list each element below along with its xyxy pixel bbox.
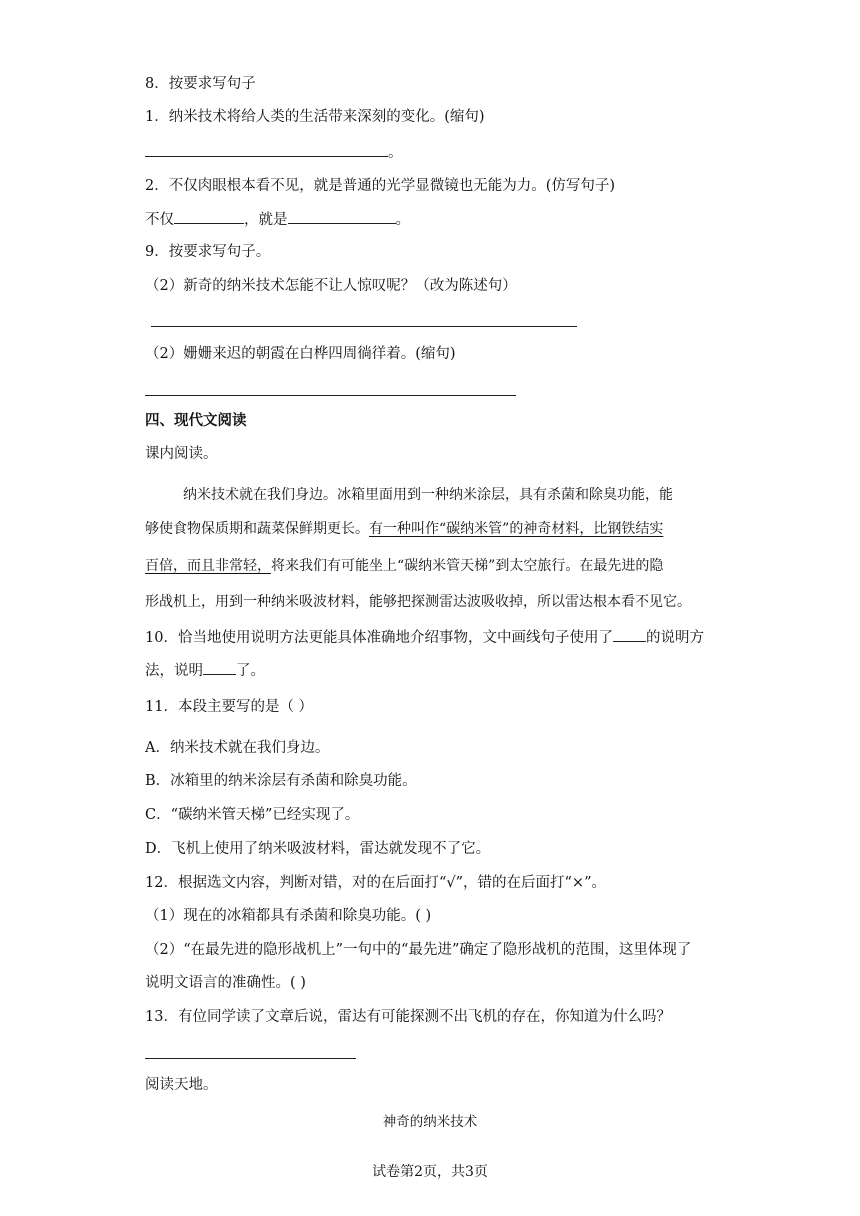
section4-title: 四、现代文阅读 xyxy=(145,412,247,429)
q11-option-a[interactable]: A．纳米技术就在我们身边。 xyxy=(145,740,330,756)
reading-title: 神奇的纳米技术 xyxy=(382,1114,478,1130)
section4-sub: 课内阅读。 xyxy=(145,446,218,462)
q9-title: 9．按要求写句子。 xyxy=(145,244,271,260)
q8-title: 8．按要求写句子 xyxy=(145,76,256,92)
reading-sub: 阅读天地。 xyxy=(145,1077,218,1093)
passage-line-2: 够使食物保质期和蔬菜保鲜期更长。有一种叫作“碳纳米管”的神奇材料，比钢铁结实 xyxy=(145,521,664,537)
q11-option-b[interactable]: B．冰箱里的纳米涂层有杀菌和除臭功能。 xyxy=(145,773,417,789)
q12-item1: （1）现在的冰箱都具有杀菌和除臭功能。( ) xyxy=(145,908,432,924)
q11-title: 11．本段主要写的是（ ） xyxy=(145,699,314,715)
q12-item2-line1: （2）“在最先进的隐形战机上”一句中的“最先进”确定了隐形战机的范围，这里体现了 xyxy=(145,942,692,958)
blank-2[interactable] xyxy=(288,209,396,224)
q8-item2: 2．不仅肉眼根本看不见，就是普通的光学显微镜也无能为力。(仿写句子) xyxy=(145,178,616,194)
q10-blank-1[interactable] xyxy=(613,627,646,642)
passage-line-1: 纳米技术就在我们身边。冰箱里面用到一种纳米涂层，具有杀菌和除臭功能，能 xyxy=(183,487,673,503)
q9-item2-answer-line[interactable] xyxy=(145,395,516,396)
q10-line-1: 10．恰当地使用说明方法更能具体准确地介绍事物，文中画线句子使用了 的说明方 xyxy=(145,627,704,648)
q9-item1-answer-line[interactable] xyxy=(151,326,577,327)
q13-answer-line[interactable] xyxy=(145,1058,356,1059)
q12-item2-line2: 说明文语言的准确性。( ) xyxy=(145,975,306,991)
q8-item2-answer[interactable]: 不仅 ，就是 。 xyxy=(145,209,410,230)
page-footer: 试卷第2页，共3页 xyxy=(372,1164,488,1180)
q11-option-d[interactable]: D．飞机上使用了纳米吸波材料，雷达就发现不了它。 xyxy=(145,841,491,857)
passage-line-4: 形战机上，用到一种纳米吸波材料，能够把探测雷达波吸收掉，所以雷达根本看不见它。 xyxy=(145,594,691,610)
q10-blank-2[interactable] xyxy=(203,660,236,675)
q12-title: 12．根据选文内容，判断对错，对的在后面打“√”，错的在后面打“×”。 xyxy=(145,875,606,891)
underlined-sentence-cont: 百倍，而且非常轻， xyxy=(145,558,271,574)
q9-item1: （2）新奇的纳米技术怎能不让人惊叹呢？（改为陈述句） xyxy=(145,278,517,294)
q10-line-2: 法，说明 了。 xyxy=(145,660,265,681)
q9-item2: （2）姗姗来迟的朝霞在白桦四周徜徉着。(缩句) xyxy=(145,346,456,362)
blank-1[interactable] xyxy=(174,209,244,224)
q8-item1: 1．纳米技术将给人类的生活带来深刻的变化。(缩句) xyxy=(145,109,485,125)
underlined-sentence: 有一种叫作“碳纳米管”的神奇材料，比钢铁结实 xyxy=(369,521,664,537)
q11-option-c[interactable]: C．“碳纳米管天梯”已经实现了。 xyxy=(145,807,360,823)
passage-line-3: 百倍，而且非常轻，将来我们有可能坐上“碳纳米管天梯”到太空旅行。在最先进的隐 xyxy=(145,558,664,574)
q8-item1-answer-line[interactable]: 。 xyxy=(145,142,403,163)
q13-title: 13．有位同学读了文章后说，雷达有可能探测不出飞机的存在，你知道为什么吗？ xyxy=(145,1009,671,1025)
